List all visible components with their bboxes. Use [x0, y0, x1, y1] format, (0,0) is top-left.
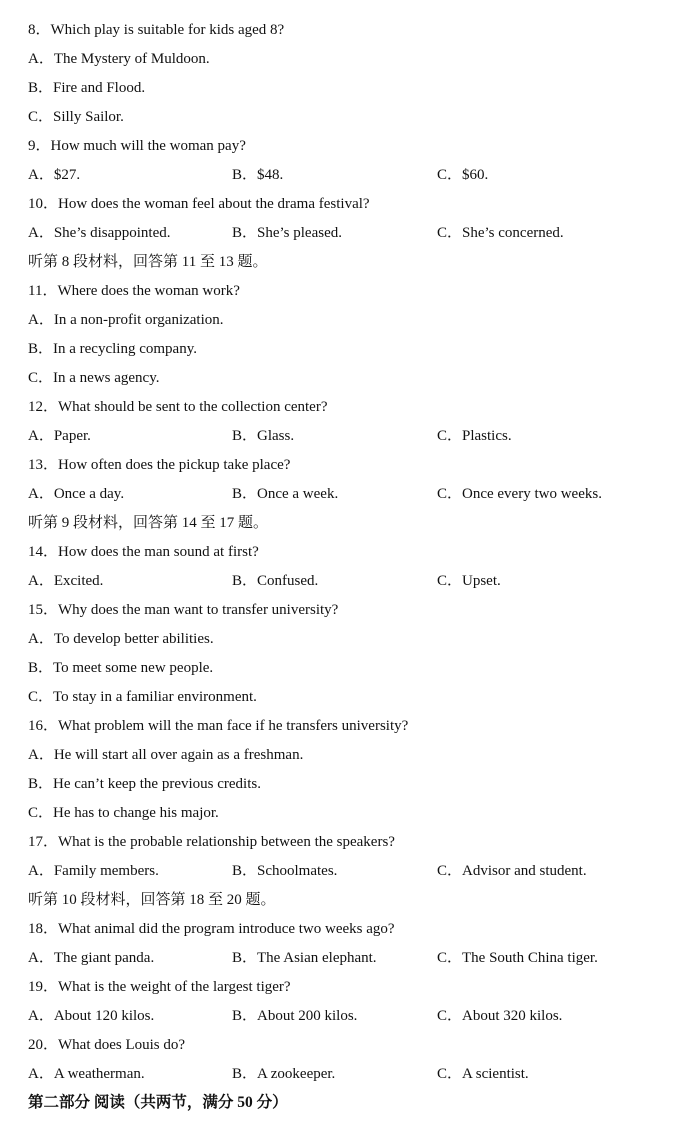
option-line: [0, 335, 690, 363]
option-text: B．He can’t keep the previous credits.: [28, 776, 261, 792]
question-text: 15．Why does the man want to transfer university?: [28, 602, 339, 618]
option-line: [0, 654, 690, 682]
option-line: [0, 625, 690, 653]
option-text: A．About 120 kilos.: [28, 1008, 155, 1024]
question-text: 19．What is the weight of the largest tiger?: [28, 979, 291, 995]
question-text: 20．What does Louis do?: [28, 1037, 186, 1053]
option-text: B．She’s pleased.: [232, 225, 342, 241]
option-text: A．Paper.: [28, 428, 91, 444]
option-text: A．Family members.: [28, 863, 159, 879]
question-line: [0, 828, 690, 856]
option-line: [0, 103, 690, 131]
option-text: A．The Mystery of Muldoon.: [28, 51, 210, 67]
option-text: C．The South China tiger.: [437, 950, 598, 966]
option-text: B．A zookeeper.: [232, 1066, 336, 1082]
option-text: B．About 200 kilos.: [232, 1008, 358, 1024]
question-text: 13．How often does the pickup take place?: [28, 457, 291, 473]
option-text: B．To meet some new people.: [28, 660, 214, 676]
question-text: 11．Where does the woman work?: [28, 283, 240, 299]
option-text: A．Excited.: [28, 573, 104, 589]
instruction-text: 听第 10 段材料，回答第 18 至 20 题。: [28, 892, 276, 908]
option-text: C．Plastics.: [437, 428, 512, 444]
option-line: [0, 741, 690, 769]
option-text: B．The Asian elephant.: [232, 950, 377, 966]
question-line: [0, 16, 690, 44]
options-row: [0, 161, 690, 189]
option-text: C．About 320 kilos.: [437, 1008, 563, 1024]
question-line: [0, 538, 690, 566]
options-row: [0, 567, 690, 595]
question-line: [0, 451, 690, 479]
options-row: [0, 857, 690, 885]
options-row: [0, 219, 690, 247]
question-text: 17．What is the probable relationship between the speakers?: [28, 834, 395, 850]
option-line: [0, 683, 690, 711]
option-text: C．Upset.: [437, 573, 501, 589]
option-text: C．$60.: [437, 167, 489, 183]
question-line: [0, 277, 690, 305]
options-row: [0, 422, 690, 450]
option-line: [0, 74, 690, 102]
option-text: C．He has to change his major.: [28, 805, 219, 821]
options-row: [0, 480, 690, 508]
option-text: A．She’s disappointed.: [28, 225, 171, 241]
instruction-text: 听第 9 段材料，回答第 14 至 17 题。: [28, 515, 269, 531]
option-text: B．$48.: [232, 167, 284, 183]
option-text: B．In a recycling company.: [28, 341, 197, 357]
question-line: [0, 973, 690, 1001]
question-text: 12．What should be sent to the collection center?: [28, 399, 328, 415]
question-text: 16．What problem will the man face if he transfers university?: [28, 718, 409, 734]
question-line: [0, 393, 690, 421]
option-text: A．A weatherman.: [28, 1066, 145, 1082]
options-row: [0, 944, 690, 972]
option-text: C．In a news agency.: [28, 370, 160, 386]
option-text: B．Glass.: [232, 428, 295, 444]
option-text: C．Silly Sailor.: [28, 109, 124, 125]
option-text: C．Once every two weeks.: [437, 486, 602, 502]
section-instruction: [0, 886, 690, 914]
option-text: C．A scientist.: [437, 1066, 529, 1082]
option-text: A．The giant panda.: [28, 950, 155, 966]
question-line: [0, 915, 690, 943]
section-instruction: [0, 248, 690, 276]
option-text: C．She’s concerned.: [437, 225, 564, 241]
option-text: B．Schoolmates.: [232, 863, 338, 879]
option-line: [0, 364, 690, 392]
option-text: A．To develop better abilities.: [28, 631, 214, 647]
question-text: 8．Which play is suitable for kids aged 8?: [28, 22, 285, 38]
option-text: A．$27.: [28, 167, 81, 183]
option-text: A．Once a day.: [28, 486, 125, 502]
question-text: 9．How much will the woman pay?: [28, 138, 246, 154]
question-line: [0, 712, 690, 740]
heading-text: 第二部分 阅读（共两节，满分 50 分）: [28, 1094, 288, 1111]
question-text: 18．What animal did the program introduce two weeks ago?: [28, 921, 395, 937]
option-text: B．Confused.: [232, 573, 319, 589]
question-line: [0, 190, 690, 218]
option-text: C．Advisor and student.: [437, 863, 587, 879]
option-text: A．In a non-profit organization.: [28, 312, 224, 328]
question-line: [0, 1031, 690, 1059]
question-text: 10．How does the woman feel about the drama festival?: [28, 196, 370, 212]
option-text: B．Once a week.: [232, 486, 339, 502]
option-line: [0, 45, 690, 73]
option-line: [0, 799, 690, 827]
question-text: 14．How does the man sound at first?: [28, 544, 259, 560]
question-line: [0, 132, 690, 160]
option-text: B．Fire and Flood.: [28, 80, 146, 96]
options-row: [0, 1002, 690, 1030]
option-line: [0, 306, 690, 334]
instruction-text: 听第 8 段材料，回答第 11 至 13 题。: [28, 254, 268, 270]
option-text: A．He will start all over again as a freshman.: [28, 747, 304, 763]
option-text: C．To stay in a familiar environment.: [28, 689, 257, 705]
question-line: [0, 596, 690, 624]
option-line: [0, 770, 690, 798]
section-instruction: [0, 509, 690, 537]
options-row: [0, 1060, 690, 1088]
part-heading: [0, 1089, 690, 1117]
